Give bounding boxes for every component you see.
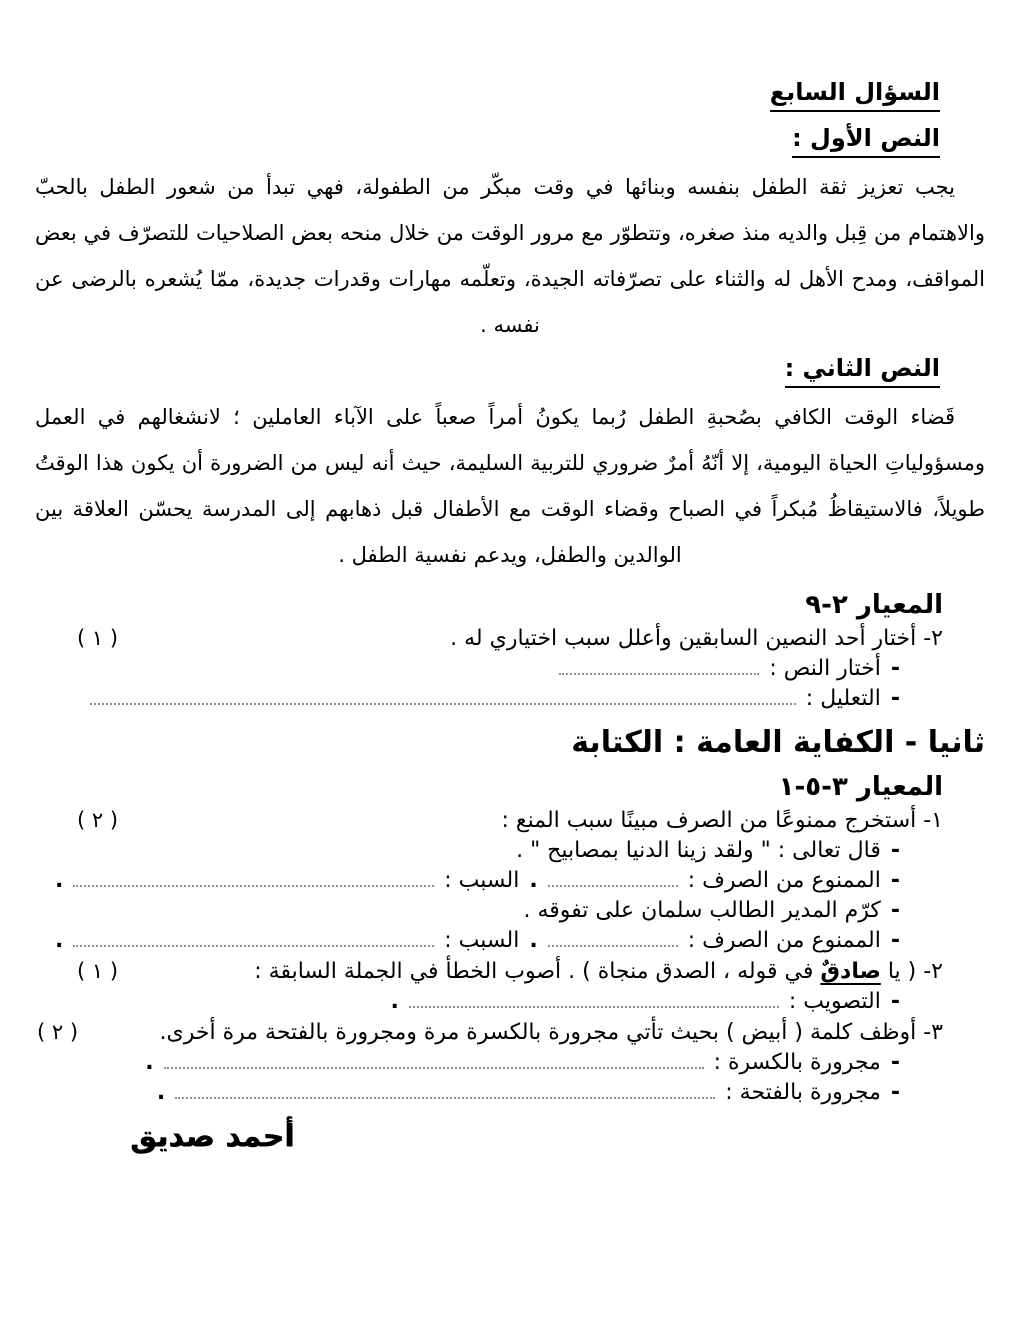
choose-text-row (35, 656, 900, 681)
question-2b-marks: ( ١ ) (77, 959, 119, 983)
choose-text-label: أختار النص : (769, 656, 881, 681)
reason-label: السبب : (444, 928, 520, 953)
period-mark: . (55, 928, 64, 953)
text2-body: قَضاء الوقت الكافي بصُحبةِ الطفل رُبما يكونُ أمراً صعباً على الآباء العاملين ؛ لانشغالهم في العمل ومسؤولياتِ الحياة اليومية، إلا أنّهُ أمرٌ ضروري للتربية السليمة، حيث أنه ليس من الضرورة أن يكون هذا الوقتُ طويلاً، فالاستيقاظُ مُبكراً في الصباح وقضاء الوقت مع الأطفال قبل ذهابهم إلى المدرسة يحسّن العلاقة بين الوالدين والطفل، ويدعم نفسية الطفل . (35, 405, 985, 567)
correction-row (35, 989, 900, 1014)
standard1-heading: المعيار ٢-٩ (805, 590, 943, 620)
question-2-text: ٢- أختار أحد النصين السابقين وأعلل سبب اختياري له . (450, 626, 943, 651)
dash-bullet: - (890, 898, 900, 923)
period-mark: . (156, 1080, 166, 1105)
text2-heading-text: النص الثاني : (785, 354, 940, 388)
text2-heading (35, 354, 940, 388)
period-mark: . (145, 1050, 154, 1075)
dash-bullet: - (890, 838, 900, 863)
kasra-label: مجرورة بالكسرة : (713, 1050, 881, 1075)
question-2-marks: ( ١ ) (77, 626, 119, 650)
question-2b-prefix: ٢- ( يا (880, 959, 943, 984)
correction-label: التصويب : (788, 989, 881, 1014)
reasoning-label: التعليل : (805, 686, 881, 711)
sentence-example-row (35, 898, 900, 923)
question-2b-underlined-word: صادقٌ (820, 959, 881, 984)
reason-label: السبب : (444, 868, 520, 893)
dash-bullet: - (890, 989, 900, 1014)
answer-blank (164, 1061, 704, 1069)
question-2b-suffix: في قوله ، الصدق منجاة ) . أصوب الخطأ في الجملة السابقة : (254, 959, 821, 984)
kasra-row (35, 1050, 900, 1075)
dash-bullet: - (890, 656, 900, 681)
answer-blank (73, 879, 434, 887)
answer-blank (548, 939, 678, 947)
question-1-row (35, 808, 943, 833)
teacher-signature: أحمد صديق (130, 1119, 295, 1154)
period-mark: . (529, 868, 538, 893)
section2-heading: ثانيا - الكفاية العامة : الكتابة (571, 725, 985, 760)
text1-body: يجب تعزيز ثقة الطفل بنفسه وبنائها في وقت مبكّر من الطفولة، فهي تبدأ من شعور الطفل بالحبّ والاهتمام من قِبل والديه منذ صغره، وتتطوّر مع مرور الوقت من خلال منحه بعض الصلاحيات للتصرّف في بعض المواقف، ومدح الأهل له والثناء على تصرّفاته الجيدة، وتعلّمه مهارات وقدرات جديدة، ممّا يُشعره بالرضى عن نفسه . (35, 175, 985, 337)
question-3-marks: ( ٢ ) (37, 1020, 79, 1044)
sentence-example-text: كرّم المدير الطالب سلمان على تفوقه . (523, 898, 881, 923)
answer-blank (175, 1091, 715, 1099)
answer-blank (73, 939, 434, 947)
period-mark: . (55, 868, 64, 893)
question-3-row (35, 1020, 943, 1045)
reasoning-row (90, 686, 900, 711)
answer-blank (548, 879, 678, 887)
fatha-row (35, 1080, 900, 1105)
dash-bullet: - (890, 686, 900, 711)
question-2b-row (35, 959, 943, 984)
dash-bullet: - (890, 1080, 900, 1105)
question-title (35, 78, 940, 112)
banned-word-label: الممنوع من الصرف : (687, 868, 881, 893)
fatha-label: مجرورة بالفتحة : (725, 1080, 881, 1105)
verse-example-text: قال تعالى : " ولقد زينا الدنيا بمصابيح " . (516, 838, 881, 863)
question-2-row (35, 626, 943, 651)
question-title-text: السؤال السابع (770, 78, 940, 112)
period-mark: . (529, 928, 538, 953)
period-mark: . (390, 989, 399, 1014)
standard2-heading: المعيار ٣-٥-١ (778, 772, 943, 802)
text1-heading (35, 124, 940, 158)
dash-bullet: - (890, 928, 900, 953)
question-1-text: ١- أستخرج ممنوعًا من الصرف مبينًا سبب المنع : (501, 808, 943, 833)
banned-word-row-1 (55, 868, 900, 893)
verse-example-row (35, 838, 900, 863)
dash-bullet: - (890, 868, 900, 893)
answer-blank (90, 697, 796, 705)
answer-blank (409, 1000, 779, 1008)
banned-word-label: الممنوع من الصرف : (687, 928, 881, 953)
answer-blank (559, 667, 759, 675)
banned-word-row-2 (55, 928, 900, 953)
dash-bullet: - (890, 1050, 900, 1075)
question-1-marks: ( ٢ ) (77, 808, 119, 832)
text1-heading-text: النص الأول : (792, 124, 940, 158)
question-3-text: ٣- أوظف كلمة ( أبيض ) بحيث تأتي مجرورة بالكسرة مرة ومجرورة بالفتحة مرة أخرى. (159, 1020, 943, 1045)
question-2b-text (254, 959, 943, 984)
